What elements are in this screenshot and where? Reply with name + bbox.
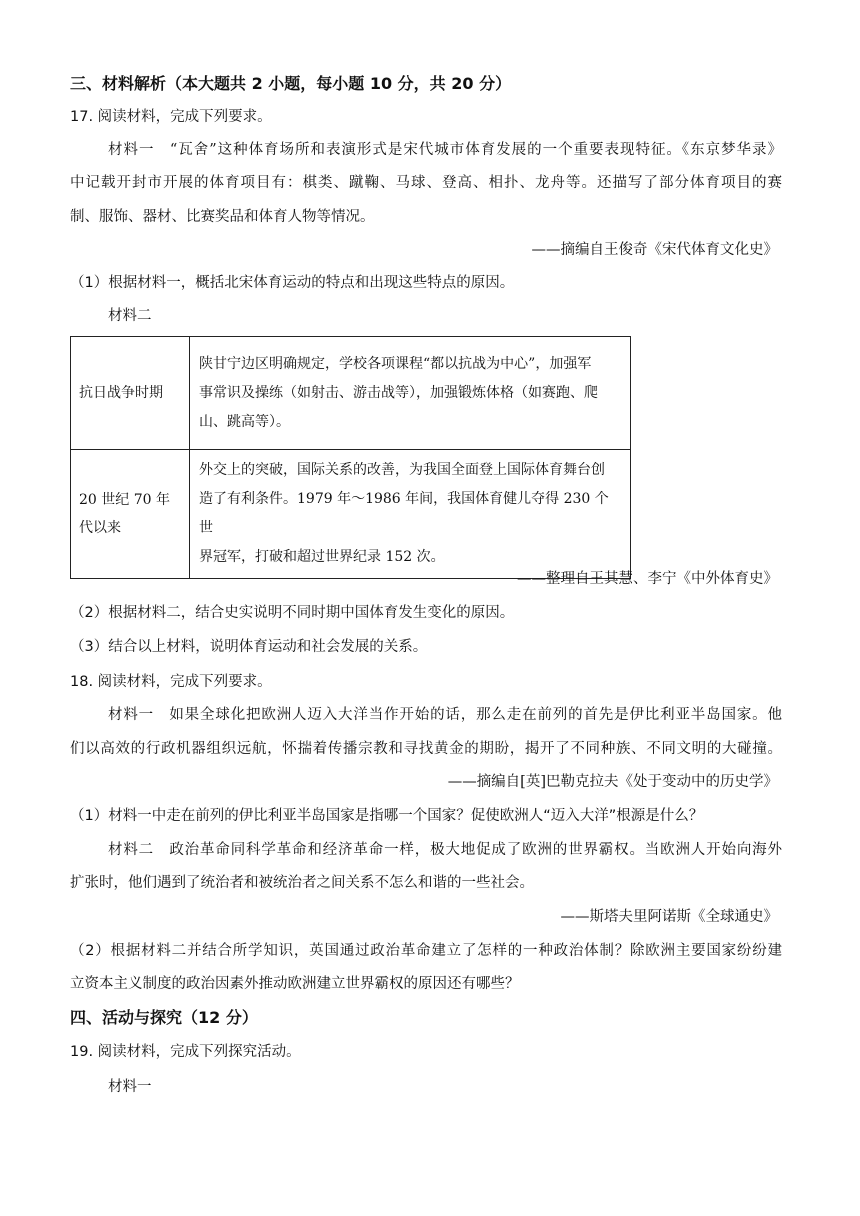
material-text: 扩张时，他们遇到了统治者和被统治者之间关系不怎么和谐的一些社会。 [70, 875, 534, 891]
material-text: 们以高效的行政机器组织远航，怀揣着传播宗教和寻找黄金的期盼，揭开了不同种族、不同文明的大碰撞。 [70, 741, 782, 757]
material-source: ——整理自王其慧、李宁《中外体育史》 [517, 571, 778, 587]
question-stem: 19. 阅读材料，完成下列探究活动。 [70, 1044, 301, 1060]
material-source: ——摘编自[英]巴勒克拉夫《处于变动中的历史学》 [447, 774, 778, 790]
sub-question: （3）结合以上材料，说明体育运动和社会发展的关系。 [70, 639, 428, 655]
section-heading: 三、材料解析（本大题共 2 小题，每小题 10 分，共 20 分） [70, 74, 512, 93]
period-cell [71, 337, 190, 450]
period-text: 抗日战争时期 [79, 385, 163, 401]
material-text: 材料一 如果全球化把欧洲人迈入大洋当作开始的话，那么走在前列的首先是伊比利亚半岛国家。他 [108, 707, 782, 723]
description-line: 事常识及操练（如射击、游击战等），加强锻炼体格（如赛跑、爬 [199, 384, 598, 401]
sub-question: （2）根据材料二并结合所学知识，英国通过政治革命建立了怎样的一种政治体制？除欧洲主要国家纷纷建 [70, 943, 782, 959]
material-text: 材料二 政治革命同科学革命和经济革命一样，极大地促成了欧洲的世界霸权。当欧洲人开始向海外 [108, 842, 782, 858]
material-text: 制、服饰、器材、比赛奖品和体育人物等情况。 [70, 209, 375, 225]
material-label: 材料一 [108, 1079, 152, 1095]
material-table [70, 336, 631, 579]
table-row [71, 450, 631, 579]
material-text: 材料一 “瓦舍”这种体育场所和表演形式是宋代城市体育发展的一个重要表现特征。《东京梦华录》 [108, 142, 782, 158]
description-cell [190, 337, 631, 450]
description-line: 陕甘宁边区明确规定，学校各项课程“都以抗战为中心”，加强军 [199, 355, 592, 372]
period-text: 代以来 [79, 520, 121, 536]
description-line: 山、跳高等）。 [199, 413, 290, 430]
period-cell [71, 450, 190, 579]
material-source: ——摘编自王俊奇《宋代体育文化史》 [531, 242, 778, 258]
section-heading: 四、活动与探究（12 分） [70, 1008, 258, 1027]
sub-question: （1）根据材料一，概括北宋体育运动的特点和出现这些特点的原因。 [70, 275, 515, 291]
description-line: 外交上的突破，国际关系的改善，为我国全面登上国际体育舞台创 [199, 462, 605, 478]
material-text: 中记载开封市开展的体育项目有：棋类、蹴鞠、马球、登高、相扑、龙舟等。还描写了部分体育项目的赛 [70, 175, 782, 191]
material-label: 材料二 [108, 308, 152, 324]
material-source: ——斯塔夫里阿诺斯《全球通史》 [560, 909, 778, 925]
period-text: 20 世纪 70 年 [79, 492, 170, 508]
description-cell [190, 450, 631, 579]
description-line: 造了有利条件。1979 年～1986 年间，我国体育健儿夺得 230 个世 [199, 491, 609, 536]
question-stem: 17. 阅读材料，完成下列要求。 [70, 109, 272, 125]
question-stem: 18. 阅读材料，完成下列要求。 [70, 674, 272, 690]
sub-question: （2）根据材料二，结合史实说明不同时期中国体育发生变化的原因。 [70, 605, 515, 621]
sub-question: 立资本主义制度的政治因素外推动欧洲建立世界霸权的原因还有哪些？ [70, 976, 520, 992]
sub-question: （1）材料一中走在前列的伊比利亚半岛国家是指哪一个国家？促使欧洲人“迈入大洋”根源是什么？ [70, 808, 704, 824]
description-line: 界冠军，打破和超过世界纪录 152 次。 [199, 549, 445, 565]
table-row [71, 337, 631, 450]
